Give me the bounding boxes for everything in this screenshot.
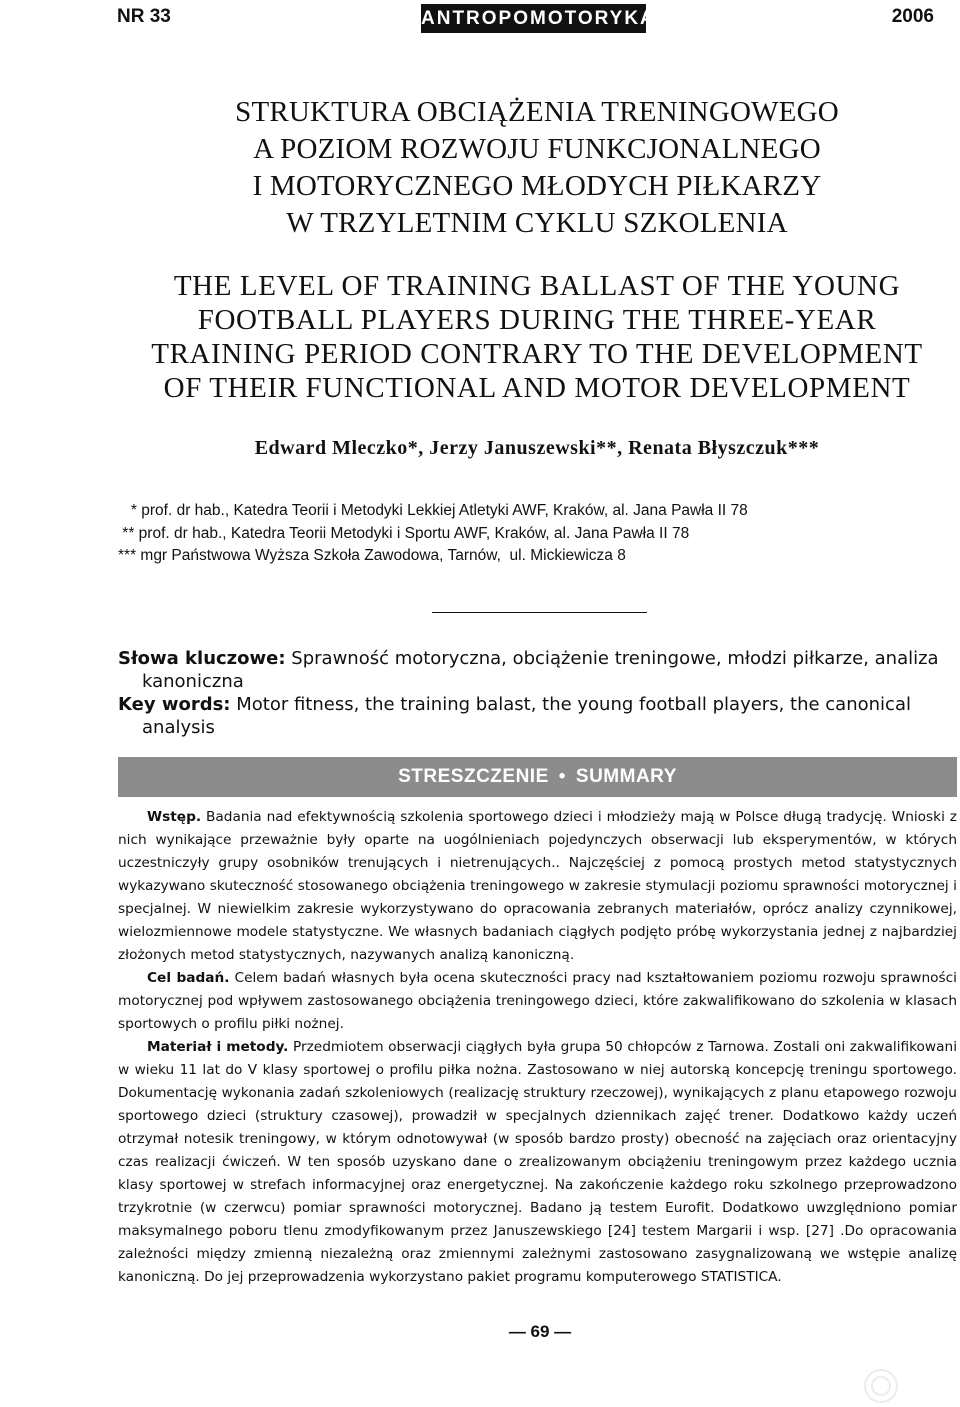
keywords-polish-text: Sprawność motoryczna, obciążenie treningowe, młodzi piłkarze, analiza kanoniczna bbox=[142, 648, 939, 692]
keywords bbox=[118, 647, 960, 739]
keywords-english-text: Motor fitness, the training balast, the young football players, the canonical analysis bbox=[142, 694, 911, 738]
banner-summary: SUMMARY bbox=[575, 766, 677, 787]
affiliation-line: * prof. dr hab., Katedra Teorii i Metodyki Lekkiej Atletyki AWF, Kraków, al. Jana Pawła II 78 bbox=[118, 502, 748, 519]
page-number: — 69 — bbox=[508, 1322, 572, 1341]
watermark-icon bbox=[862, 1367, 900, 1405]
summary-paragraph bbox=[118, 806, 957, 967]
summary-paragraph bbox=[118, 1036, 957, 1289]
journal-name: ANTROPOMOTORYKA bbox=[421, 4, 646, 33]
separator-line bbox=[432, 612, 647, 613]
banner-dot: • bbox=[558, 766, 566, 787]
paragraph-label: Cel badań. bbox=[147, 970, 230, 986]
keywords-english bbox=[118, 693, 960, 739]
affiliation-line: *** mgr Państwowa Wyższa Szkoła Zawodowa, Tarnów, ul. Mickiewicza 8 bbox=[118, 547, 626, 564]
title-english bbox=[117, 269, 957, 405]
title-english-line: THE LEVEL OF TRAINING BALLAST OF THE YOUNG bbox=[173, 270, 901, 302]
title-polish-line: STRUKTURA OBCIĄŻENIA TRENINGOWEGO bbox=[235, 96, 839, 128]
paragraph-label: Wstęp. bbox=[147, 809, 202, 825]
title-english-line: TRAINING PERIOD CONTRARY TO THE DEVELOPMENT bbox=[151, 338, 923, 370]
title-english-line: FOOTBALL PLAYERS DURING THE THREE-YEAR bbox=[197, 304, 877, 336]
paragraph-label: Materiał i metody. bbox=[147, 1039, 289, 1055]
affiliation-line: ** prof. dr hab., Katedra Teorii Metodyki i Sportu AWF, Kraków, al. Jana Pawła II 78 bbox=[118, 524, 690, 542]
title-polish bbox=[117, 94, 957, 242]
issue-number: NR 33 bbox=[117, 6, 171, 27]
paragraph-text: Przedmiotem obserwacji ciągłych była grupa 50 chłopców z Tarnowa. Zostali oni zakwalifikowani w wieku 11 lat do V klasy sportowej o profilu piłka nożna. Zastosowano w niej autorską koncepcję treningu sportowego. Dokumentację wykonania zadań szkoleniowych (realizację struktury rzeczowej), wynikających z planu etapowego rozwoju sportowego dzieci (struktury czasowej), prowadził w specjalnych dziennikach zajęć trener. Dodatkowo każdy uczeń otrzymał notesik treningowy, w którym odnotowywał (w sposób bardzo prosty) obecność na zajęciach oraz orientacyjny czas realizacji ćwiczeń. W ten sposób uzyskano dane o zrealizowanym obciążeniu treningowym przez każdego ucznia klasy sportowej w strefach informacyjnej oraz energetycznej. Na zakończenie każdego roku szkolnego przeprowadzono trzykrotnie (w czerwcu) pomiar sprawności motorycznej. Badano ją testem Eurofit. Dodatkowo uwzględniono pomiar maksymalnego poboru tlenu zmodyfikowanym przez Januszewskiego [24] testem Margarii i wsp. [27] .Do opracowania zależności między zmienną niezależną oraz zmiennymi zależnymi zastosowano zasygnalizowaną we wstępie analizę kanoniczną. Do jej przeprowadzenia wykorzystano pakiet programu komputerowego STATISTICA. bbox=[118, 1039, 957, 1285]
title-polish-line: W TRZYLETNIM CYKLU SZKOLENIA bbox=[286, 207, 788, 239]
title-polish-line: I MOTORYCZNEGO MŁODYCH PIŁKARZY bbox=[252, 170, 822, 202]
title-polish-line: A POZIOM ROZWOJU FUNKCJONALNEGO bbox=[253, 133, 821, 165]
summary-banner bbox=[118, 757, 957, 797]
title-english-line: OF THEIR FUNCTIONAL AND MOTOR DEVELOPMENT bbox=[163, 372, 911, 404]
keywords-polish bbox=[118, 647, 960, 693]
summary-body bbox=[118, 806, 957, 1289]
summary-paragraph bbox=[118, 967, 957, 1036]
affiliations bbox=[118, 500, 818, 568]
paragraph-text: Celem badań własnych była ocena skuteczności pracy nad kształtowaniem poziomu rozwoju sprawności motorycznej pod wpływem zastosowanego obciążenia treningowego dzieci, które zakwalifikowano do szkolenia w klasach sportowych o profilu piłki nożnej. bbox=[118, 970, 957, 1032]
year: 2006 bbox=[891, 6, 934, 27]
authors: Edward Mleczko*, Jerzy Januszewski**, Renata Błyszczuk*** bbox=[254, 437, 820, 459]
banner-streszczenie: STRESZCZENIE bbox=[398, 766, 549, 787]
keywords-polish-label: Słowa kluczowe: bbox=[118, 648, 286, 669]
paragraph-text: Badania nad efektywnością szkolenia sportowego dzieci i młodzieży mają w Polsce długą tradycję. Wnioski z nich wynikające przeważnie były oparte na uogólnieniach pojedynczych obserwacji lub eksperymentów, w których uczestniczyły grupy osobników trenujących i nietrenujących.. Najczęściej z pomocą prostych metod statystycznych wykazywano skuteczność stosowanego obciążenia treningowego w zakresie stymulacji poziomu sprawności motorycznej i specjalnej. W niewielkim zakresie wykorzystywano do opracowania zebranych materiałów, oprócz analizy czynnikowej, wielozmiennowe modele statystyczne. We własnych badaniach ciągłych podjęto próbę wykorzystania jednej z najbardziej złożonych metod statystycznych, nazywanych analizą kanoniczną. bbox=[118, 809, 957, 963]
keywords-english-label: Key words: bbox=[118, 694, 231, 715]
